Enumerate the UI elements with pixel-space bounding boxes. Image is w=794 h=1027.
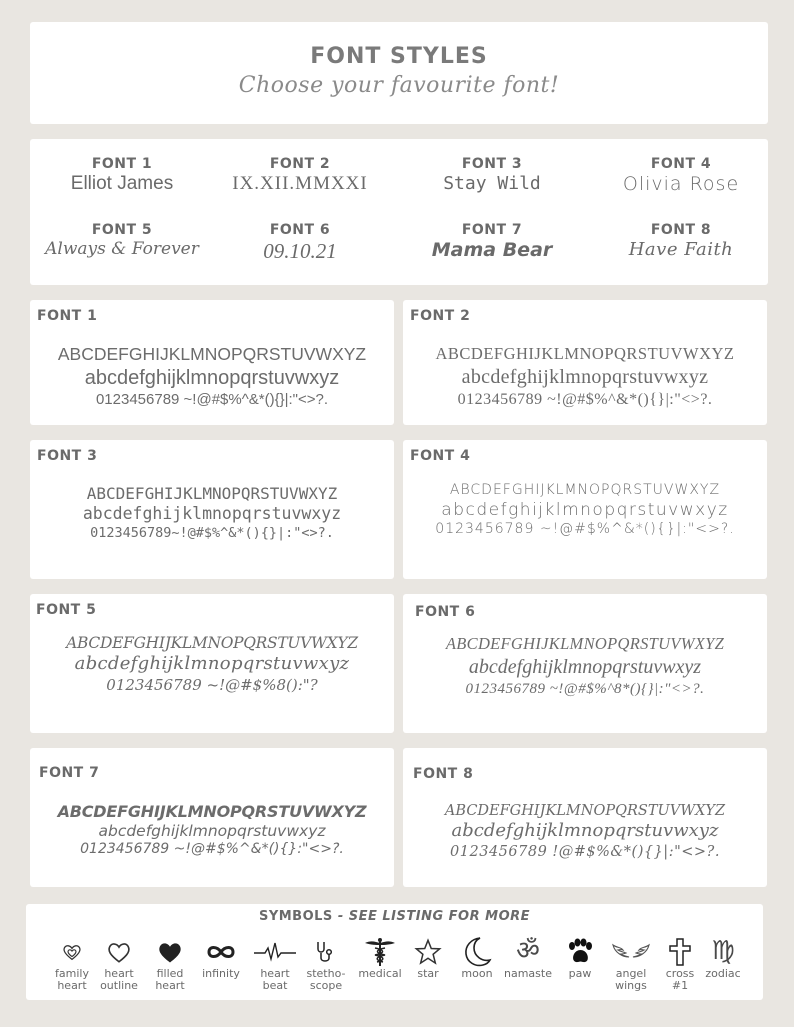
panel-label: FONT 4 [410,448,471,464]
symbol-name: angel wings [615,967,647,992]
panel-label: FONT 3 [37,448,98,464]
symbol-filled-heart [143,934,197,992]
uppercase-sample: ABCDEFGHIJKLMNOPQRSTUVWXYZ [86,484,338,503]
page-title: FONT STYLES [310,44,488,69]
symbol-name: star [417,967,439,980]
uppercase-sample: ABCDEFGHIJKLMNOPQRSTUVWXYZ [57,344,367,364]
page-subtitle: Choose your favourite font! [238,73,560,98]
caduceus-icon [353,934,407,968]
stethoscope-icon [299,934,353,968]
symbol-name: family heart [55,967,89,992]
summary-label: FONT 3 [461,156,523,172]
summary-label: FONT 6 [269,222,331,238]
symbol-star [401,934,455,980]
digits-sample: 0123456789 ~!@#$%^8*(){}|:"<>?. [465,680,705,697]
moon-icon [450,934,504,968]
summary-font-5 [30,222,214,259]
panel-sample-lines [30,634,394,695]
summary-sample: Olivia Rose [622,173,740,195]
symbol-zodiac [696,934,750,980]
symbol-name: stetho- scope [306,967,346,992]
summary-font-8 [589,222,773,260]
summary-sample: 09.10.21 [263,239,337,263]
header-card [30,22,768,124]
panel-label: FONT 2 [410,308,471,324]
paw-icon [553,934,607,968]
symbols-card [26,904,763,1000]
summary-sample: Stay Wild [443,173,541,194]
lowercase-sample: abcdefghijklmnopqrstuvwxyz [82,504,342,523]
panel-sample-lines [30,484,394,542]
panel-label: FONT 6 [415,604,476,620]
lowercase-sample: abcdefghijklmnopqrstuvwxyz [468,655,702,678]
uppercase-sample: ABCDEFGHIJKLMNOPQRSTUVWXYZ [449,482,721,498]
uppercase-sample: ABCDEFGHIJKLMNOPQRSTUVWXYZ [57,802,367,821]
uppercase-sample: ABCDEFGHIJKLMNOPQRSTUVWXYZ [66,634,358,652]
summary-label: FONT 1 [91,156,153,172]
symbols-title [26,909,763,924]
lowercase-sample: abcdefghijklmnopqrstuvwxyz [84,366,340,389]
symbol-name: namaste [504,967,552,980]
summary-sample: Elliot James [70,173,174,194]
lowercase-sample: abcdefghijklmnopqrstuvwxyz [98,822,326,840]
font-panel-3 [30,440,394,579]
font-summary-card [30,139,768,285]
summary-sample: Have Faith [628,239,734,260]
panel-label: FONT 7 [39,765,100,781]
panel-sample-lines [30,802,394,859]
symbol-heartbeat [248,934,302,992]
digits-sample: 0123456789 ~!@#$%8():"? [106,675,318,694]
symbol-moon [450,934,504,980]
angel-wings-icon [604,934,658,968]
panel-sample-lines [403,634,767,698]
lowercase-sample: abcdefghijklmnopqrstuvwxyz [461,365,709,388]
summary-label: FONT 5 [91,222,153,238]
font-panel-7 [30,748,394,887]
font-panel-8 [403,748,767,887]
symbol-heart-outline [92,934,146,992]
summary-label: FONT 7 [461,222,523,238]
summary-font-2 [208,156,392,195]
summary-font-3 [400,156,584,194]
panel-sample-lines [30,344,394,410]
lowercase-sample: abcdefghijklmnopqrstuvwxyz [451,820,719,842]
summary-font-4 [589,156,773,195]
panel-sample-lines [403,482,767,538]
symbol-name: filled heart [155,967,185,992]
uppercase-sample: ABCDEFGHIJKLMNOPQRSTUVWXYZ [435,344,735,363]
summary-label: FONT 4 [650,156,712,172]
font-panel-6 [403,594,767,733]
panel-sample-lines [403,802,767,861]
summary-sample: IX.XII.MMXXI [232,173,368,194]
panel-label: FONT 1 [37,308,98,324]
digits-sample: 0123456789 ~!@#$%^&*(){}|:"<>?. [457,390,713,408]
digits-sample: 0123456789 ~!@#$%^&*(){}:"<>?. [80,841,344,858]
symbol-name: cross #1 [665,967,695,992]
uppercase-sample: ABCDEFGHIJKLMNOPQRSTUVWXYZ [445,634,725,653]
symbol-angel-wings [604,934,658,992]
symbol-medical [353,934,407,980]
symbol-name: moon [461,967,493,980]
symbol-name: medical [358,967,402,980]
symbol-name: heart outline [100,967,138,992]
uppercase-sample: ABCDEFGHIJKLMNOPQRSTUVWXYZ [444,803,726,819]
font-panel-1 [30,300,394,425]
font-panel-5 [30,594,394,733]
virgo-icon: ♍ [711,936,735,966]
symbol-name: paw [568,967,592,980]
heart-outline-icon [92,934,146,968]
family-heart-icon [45,934,99,968]
symbol-infinity [194,934,248,980]
panel-sample-lines [403,344,767,410]
symbol-name: zodiac [705,967,741,980]
symbol-paw [553,934,607,980]
star-icon [401,934,455,968]
summary-font-6 [208,222,392,264]
digits-sample: 0123456789 ~!@#$%^&*(){}|:"<>?. [435,520,735,537]
symbol-family-heart [45,934,99,992]
summary-font-7 [400,222,584,261]
summary-font-1 [30,156,214,195]
lowercase-sample: abcdefghijklmnopqrstuvwxyz [74,653,350,675]
digits-sample: 0123456789 ~!@#$%^&*(){}|:"<>?. [95,390,329,408]
summary-sample: Always & Forever [45,239,199,259]
symbols-title-text: SYMBOLS [258,909,333,924]
symbols-title-more: - SEE LISTING FOR MORE [337,909,531,924]
panel-label: FONT 8 [413,766,474,782]
heartbeat-icon [248,934,302,968]
symbol-name: infinity [202,967,240,980]
lowercase-sample: abcdefghijklmnopqrstuvwxyz [441,499,729,520]
panel-label: FONT 5 [36,602,97,618]
summary-label: FONT 2 [269,156,331,172]
digits-sample: 0123456789~!@#$%^&*(){}|:"<>?. [90,524,334,541]
infinity-icon [194,934,248,968]
symbol-namaste [501,934,555,980]
font-panel-4 [403,440,767,579]
symbol-name: heart beat [260,967,290,992]
font-panel-2 [403,300,767,425]
symbol-stethoscope [299,934,353,992]
summary-sample: Mama Bear [431,239,553,261]
om-icon: ॐ [516,936,540,966]
filled-heart-icon [143,934,197,968]
summary-label: FONT 8 [650,222,712,238]
digits-sample: 0123456789 !@#$%&*(){}|:"<>?. [450,843,720,860]
